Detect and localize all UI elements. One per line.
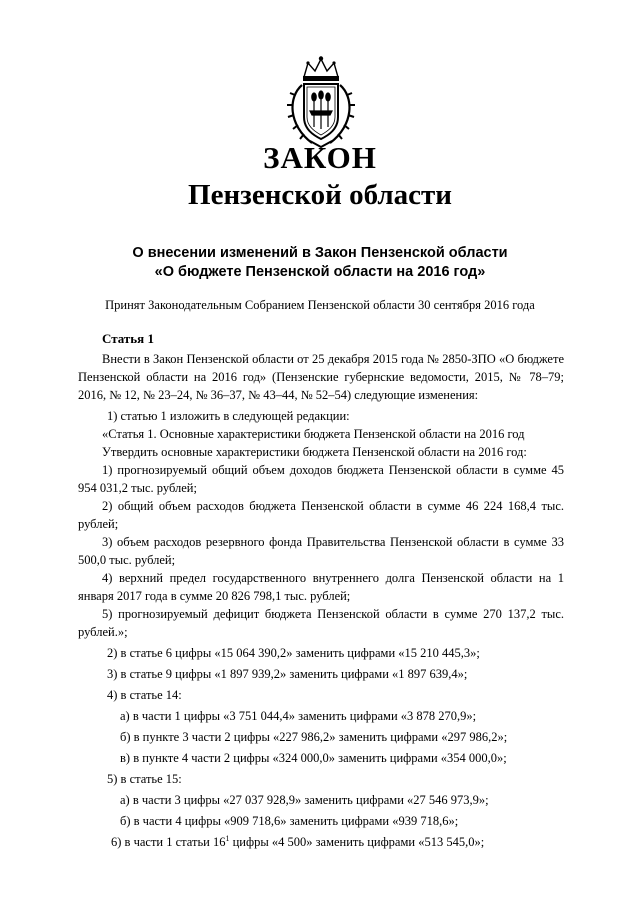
item-3: 3) в статье 9 цифры «1 897 939,2» заменить цифрами «1 897 639,4»; [107,667,468,681]
item-2: 2) в статье 6 цифры «15 064 390,2» заменить цифрами «15 210 445,3»; [107,646,480,660]
item-4b: б) в пункте 3 части 2 цифры «227 986,2» заменить цифрами «297 986,2»; [120,730,508,744]
adoption-statement: Принят Законодательным Собранием Пензенской области 30 сентября 2016 года [105,298,535,312]
item-6-superscript: 1 [225,833,230,843]
subitem-5: 5) прогнозируемый дефицит бюджета Пензенской области в сумме 270 137,2 тыс. рублей.»; [78,607,564,639]
item-5a: а) в части 3 цифры «27 037 928,9» заменить цифрами «27 546 973,9»; [120,793,489,807]
item-6 [78,833,564,851]
quote-title: «Статья 1. Основные характеристики бюджета Пензенской области на 2016 год [102,427,525,441]
subitem-4: 4) верхний предел государственного внутреннего долга Пензенской области на 1 января 2017 года в сумме 20 826 798,1 тыс. рублей; [78,571,564,603]
law-subject-line2: «О бюджете Пензенской области на 2016 год» [154,264,486,280]
quote-intro: Утвердить основные характеристики бюджета Пензенской области на 2016 год: [102,445,527,459]
subitem-3: 3) объем расходов резервного фонда Правительства Пензенской области в сумме 33 500,0 тыс. рублей; [78,535,564,567]
item-5b: б) в части 4 цифры «909 718,6» заменить цифрами «939 718,6»; [120,814,459,828]
article-intro: Внести в Закон Пензенской области от 25 декабря 2015 года № 2850-ЗПО «О бюджете Пензенской области на 2016 год» (Пензенские губернские ведомости, 2015, № 78–79; 2016, № 12, № 23–24, № 36–37, № 43–44, № 52–54) следующие изменения: [78,352,564,402]
item-6-text-end: цифры «4 500» заменить цифрами «513 545,0»; [229,835,485,849]
article-body [78,350,564,851]
subitem-2: 2) общий объем расходов бюджета Пензенской области в сумме 46 224 168,4 тыс. рублей; [78,499,564,531]
law-subject-line1: О внесении изменений в Закон Пензенской области [132,245,508,261]
article-heading: Статья 1 [102,331,154,346]
coat-of-arms-emblem [282,55,360,150]
subitem-1: 1) прогнозируемый общий объем доходов бюджета Пензенской области в сумме 45 954 031,2 тыс. рублей; [78,463,564,495]
item-4: 4) в статье 14: [107,688,182,702]
item-6-text: 6) в части 1 статьи 16 [111,835,226,849]
item-1: 1) статью 1 изложить в следующей редакции: [107,409,350,423]
document-region: Пензенской области [188,179,452,211]
item-4a: а) в части 1 цифры «3 751 044,4» заменить цифрами «3 878 270,9»; [120,709,477,723]
item-4c: в) в пункте 4 части 2 цифры «324 000,0» заменить цифрами «354 000,0»; [120,751,507,765]
item-5: 5) в статье 15: [107,772,182,786]
document-title: ЗАКОН [263,140,377,175]
